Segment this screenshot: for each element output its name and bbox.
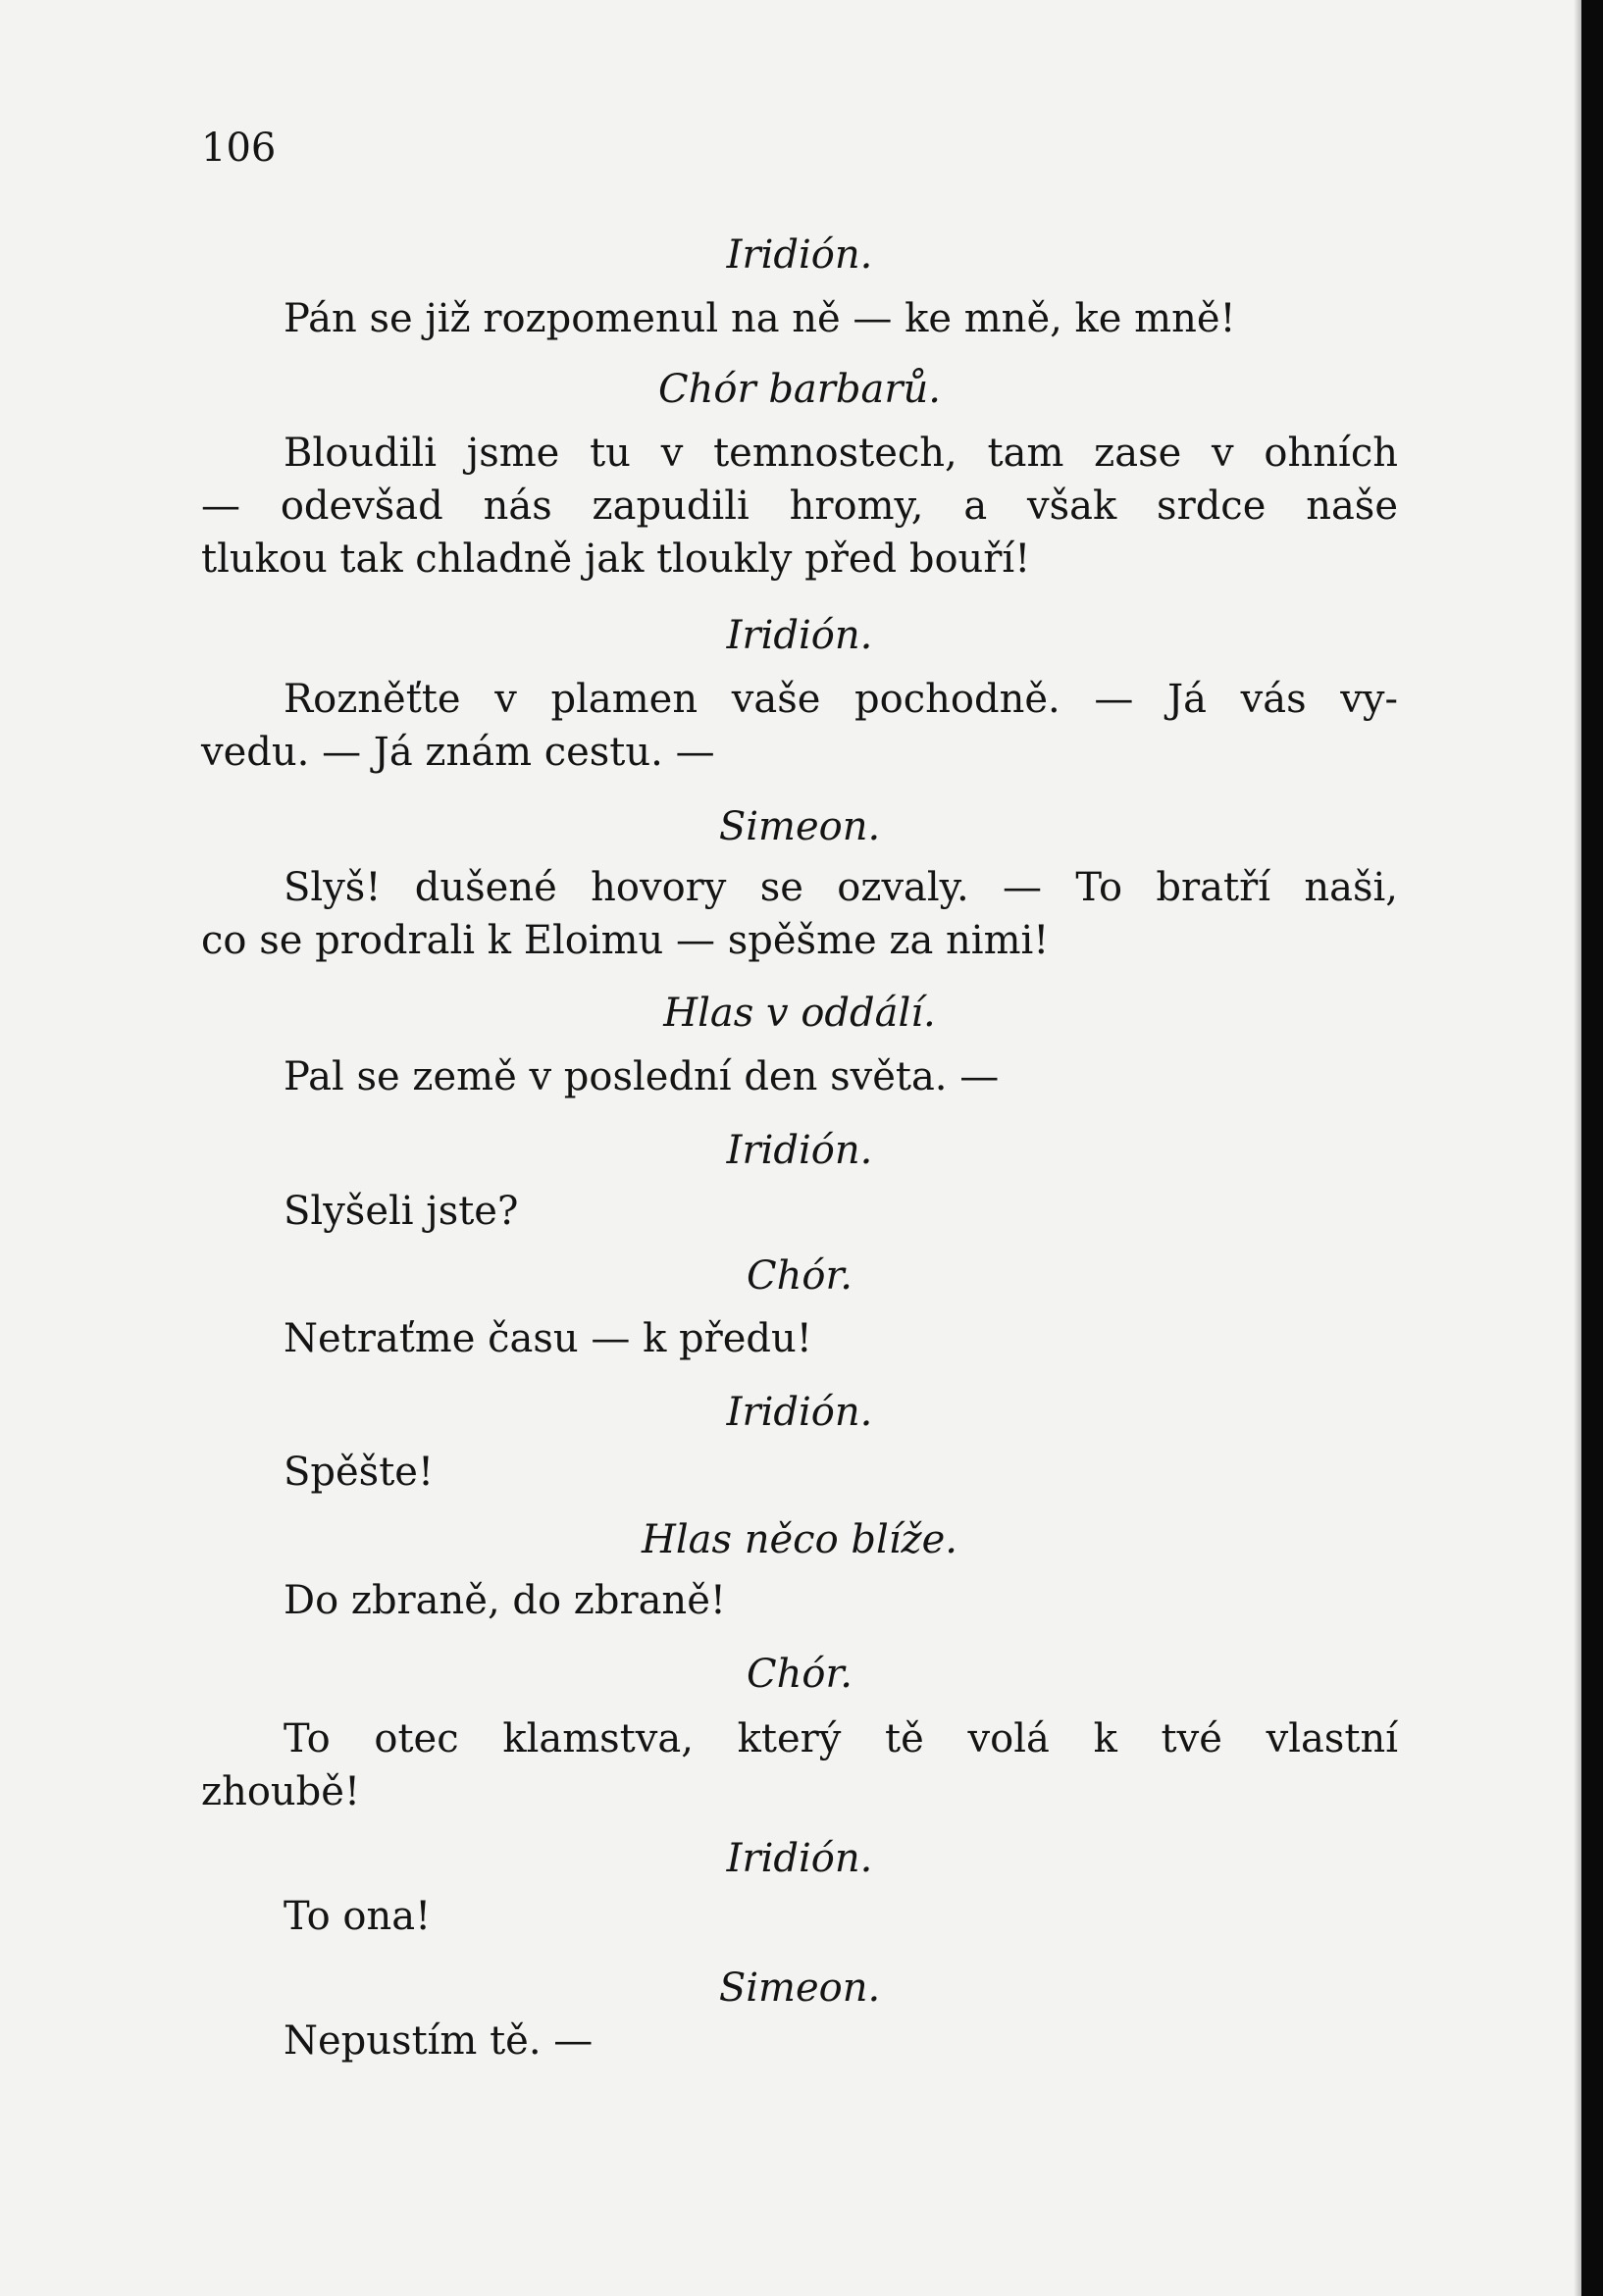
- speaker-name: Simeon.: [718, 1965, 881, 2011]
- speech-line: zhoubě!: [201, 1769, 361, 1814]
- speech-line: tlukou tak chladně jak tloukly před bouří!: [201, 536, 1031, 582]
- speech: [201, 673, 1398, 779]
- speech-line: Bloudili jsme tu v temnostech, tam zase v ohních: [284, 431, 1398, 476]
- speech: [201, 1446, 1398, 1499]
- speaker-name: Chór barbarů.: [658, 367, 941, 412]
- speech-line: Pal se země v poslední den světa. —: [284, 1054, 1000, 1099]
- speaker-name: Iridión.: [726, 1128, 873, 1173]
- page-number: 106: [201, 126, 277, 171]
- speech-line: Rozněťte v plamen vaše pochodně. — Já vás vy-: [284, 677, 1398, 722]
- speech: [201, 1185, 1398, 1238]
- speech-line: Nepustím tě. —: [284, 2018, 594, 2064]
- speech: [201, 1712, 1398, 1818]
- scan-edge: [1581, 0, 1603, 2296]
- speech-line: Pán se již rozpomenul na ně — ke mně, ke mně!: [284, 296, 1236, 341]
- page-edge-shadow: [1574, 0, 1581, 2296]
- speech: [201, 1574, 1398, 1627]
- speech-line: Spěšte!: [284, 1450, 435, 1495]
- speech: [201, 292, 1398, 345]
- speech-line: vedu. — Já znám cestu. —: [201, 730, 715, 775]
- speaker-name: Simeon.: [718, 804, 881, 849]
- speech: [201, 861, 1398, 967]
- speech: [201, 1050, 1398, 1103]
- speech-line: — odevšad nás zapudili hromy, a však srdce naše: [201, 484, 1398, 529]
- speech: [201, 1312, 1398, 1365]
- speaker-name: Iridión.: [726, 1390, 873, 1435]
- speech-line: co se prodrali k Eloimu — spěšme za nimi!: [201, 918, 1050, 963]
- speech: [201, 427, 1398, 586]
- speech: [201, 2015, 1398, 2067]
- speech-line: To ona!: [284, 1894, 432, 1939]
- speaker-name: Iridión.: [726, 1836, 873, 1881]
- speaker-name: Chór.: [747, 1253, 853, 1299]
- speech: [201, 1890, 1398, 1943]
- speech-line: Slyšeli jste?: [284, 1189, 519, 1234]
- speaker-name: Iridión.: [726, 613, 873, 658]
- speaker-name: Hlas v oddálí.: [663, 991, 936, 1036]
- speaker-name: Hlas něco blíže.: [641, 1517, 958, 1562]
- speech-line: Do zbraně, do zbraně!: [284, 1578, 726, 1623]
- speech-line: Slyš! dušené hovory se ozvaly. — To bratří naši,: [284, 865, 1398, 910]
- speaker-name: Chór.: [747, 1652, 853, 1697]
- speaker-name: Iridión.: [726, 232, 873, 278]
- speech-line: To otec klamstva, který tě volá k tvé vlastní: [284, 1716, 1398, 1761]
- speech-line: Netraťme času — k předu!: [284, 1316, 812, 1361]
